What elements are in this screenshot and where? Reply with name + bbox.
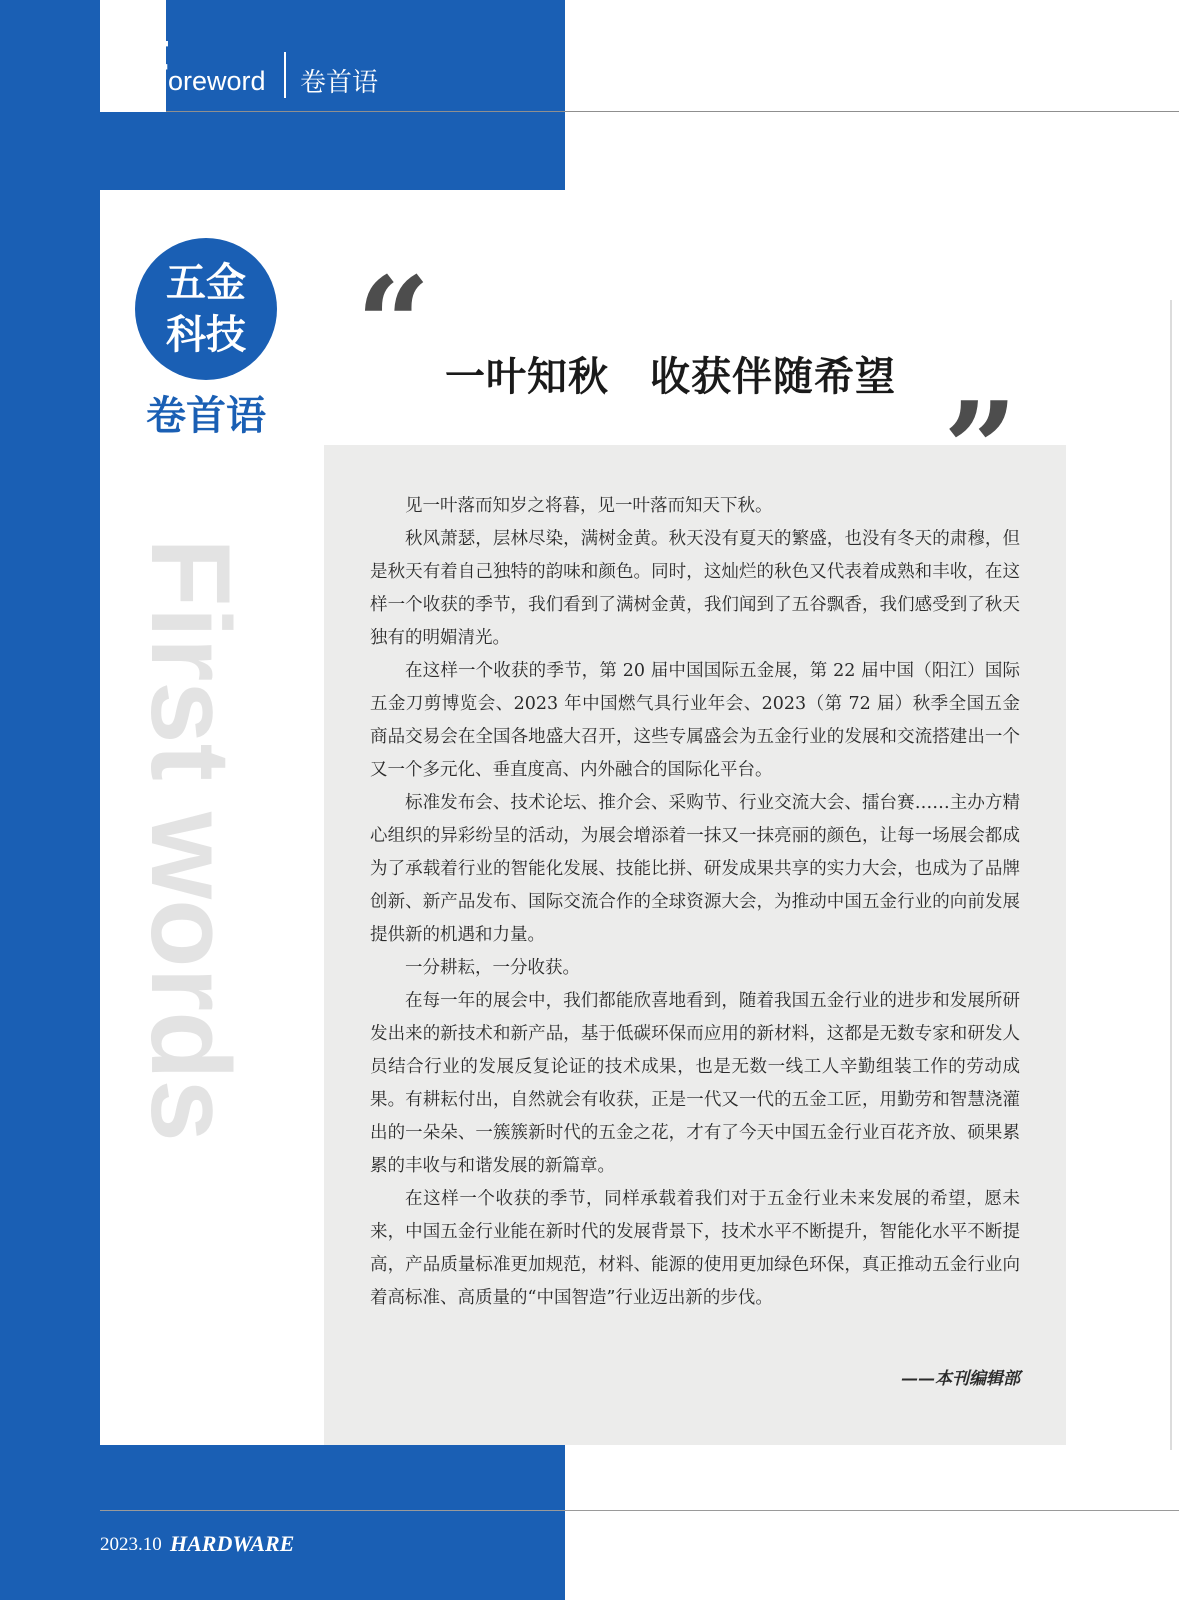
article-signature: ——本刊编辑部	[901, 1369, 1020, 1389]
article-paragraph: 在这样一个收获的季节，第 20 届中国国际五金展，第 22 届中国（阳江）国际五金刀剪博览会、2023 年中国燃气具行业年会、2023（第 72 届）秋季全国五金商品交易会在全国各地盛大召开，这些专属盛会为五金行业的发展和交流搭建出一个又一个多元化、垂直度高、内外融合的国际化平台。	[370, 661, 1020, 780]
article-paragraph: 标准发布会、技术论坛、推介会、采购节、行业交流大会、擂台赛……主办方精心组织的异彩纷呈的活动，为展会增添着一抹又一抹亮丽的颜色，让每一场展会都成为了承载着行业的智能化发展、技能比拼、研发成果共享的实力大会，也成为了品牌创新、新产品发布、国际交流合作的全球资源大会，为推动中国五金行业的向前发展提供新的机遇和力量。	[370, 793, 1020, 945]
open-quote-icon: “	[356, 248, 431, 401]
footer-issue-date: 2023.10	[100, 1534, 162, 1555]
article-paragraph: 在这样一个收获的季节，同样承载着我们对于五金行业未来发展的希望，愿未来，中国五金行业能在新时代的发展背景下，技术水平不断提升，智能化水平不断提高，产品质量标准更加规范，材料、能源的使用更加绿色环保，真正推动五金行业向着高标准、高质量的“中国智造”行业迈出新的步伐。	[370, 1189, 1020, 1308]
header-word: oreword	[168, 66, 266, 96]
article-title: 一叶知秋 收获伴随希望	[445, 353, 896, 400]
article-paragraph: 一分耕耘，一分收获。	[405, 958, 580, 978]
left-blue-strip	[0, 0, 100, 1600]
logo-text-line2: 科技	[166, 312, 246, 358]
page-edge-rule	[1170, 300, 1172, 1450]
header-divider	[284, 52, 286, 98]
article-body	[370, 490, 1020, 1315]
footer-blue-block	[100, 1445, 565, 1600]
header-initial: F	[134, 26, 171, 104]
logo-subtitle: 卷首语	[146, 393, 266, 439]
vertical-watermark-text: First words	[128, 538, 253, 1142]
header-rule	[166, 111, 1179, 112]
logo-text-line1: 五金	[166, 260, 246, 306]
close-quote-icon: ”	[943, 373, 1018, 526]
article-paragraph: 秋风萧瑟，层林尽染，满树金黄。秋天没有夏天的繁盛，也没有冬天的肃穆，但是秋天有着自己独特的韵味和颜色。同时，这灿烂的秋色又代表着成熟和丰收，在这样一个收获的季节，我们看到了满树金黄，我们闻到了五谷飘香，我们感受到了秋天独有的明媚清光。	[370, 529, 1020, 648]
article-paragraph: 见一叶落而知岁之将暮，见一叶落而知天下秋。	[405, 496, 773, 516]
article-paragraph: 在每一年的展会中，我们都能欣喜地看到，随着我国五金行业的进步和发展所研发出来的新技术和新产品，基于低碳环保而应用的新材料，这都是无数专家和研发人员结合行业的发展反复论证的技术成果，也是无数一线工人辛勤组装工作的劳动成果。有耕耘付出，自然就会有收获，正是一代又一代的五金工匠，用勤劳和智慧浇灌出的一朵朵、一簇簇新时代的五金之花，才有了今天中国五金行业百花齐放、硕果累累的丰收与和谐发展的新篇章。	[370, 991, 1020, 1176]
footer-rule	[100, 1510, 1179, 1511]
header-section-cn: 卷首语	[300, 68, 379, 98]
footer-magazine-name: HARDWARE	[170, 1531, 295, 1556]
